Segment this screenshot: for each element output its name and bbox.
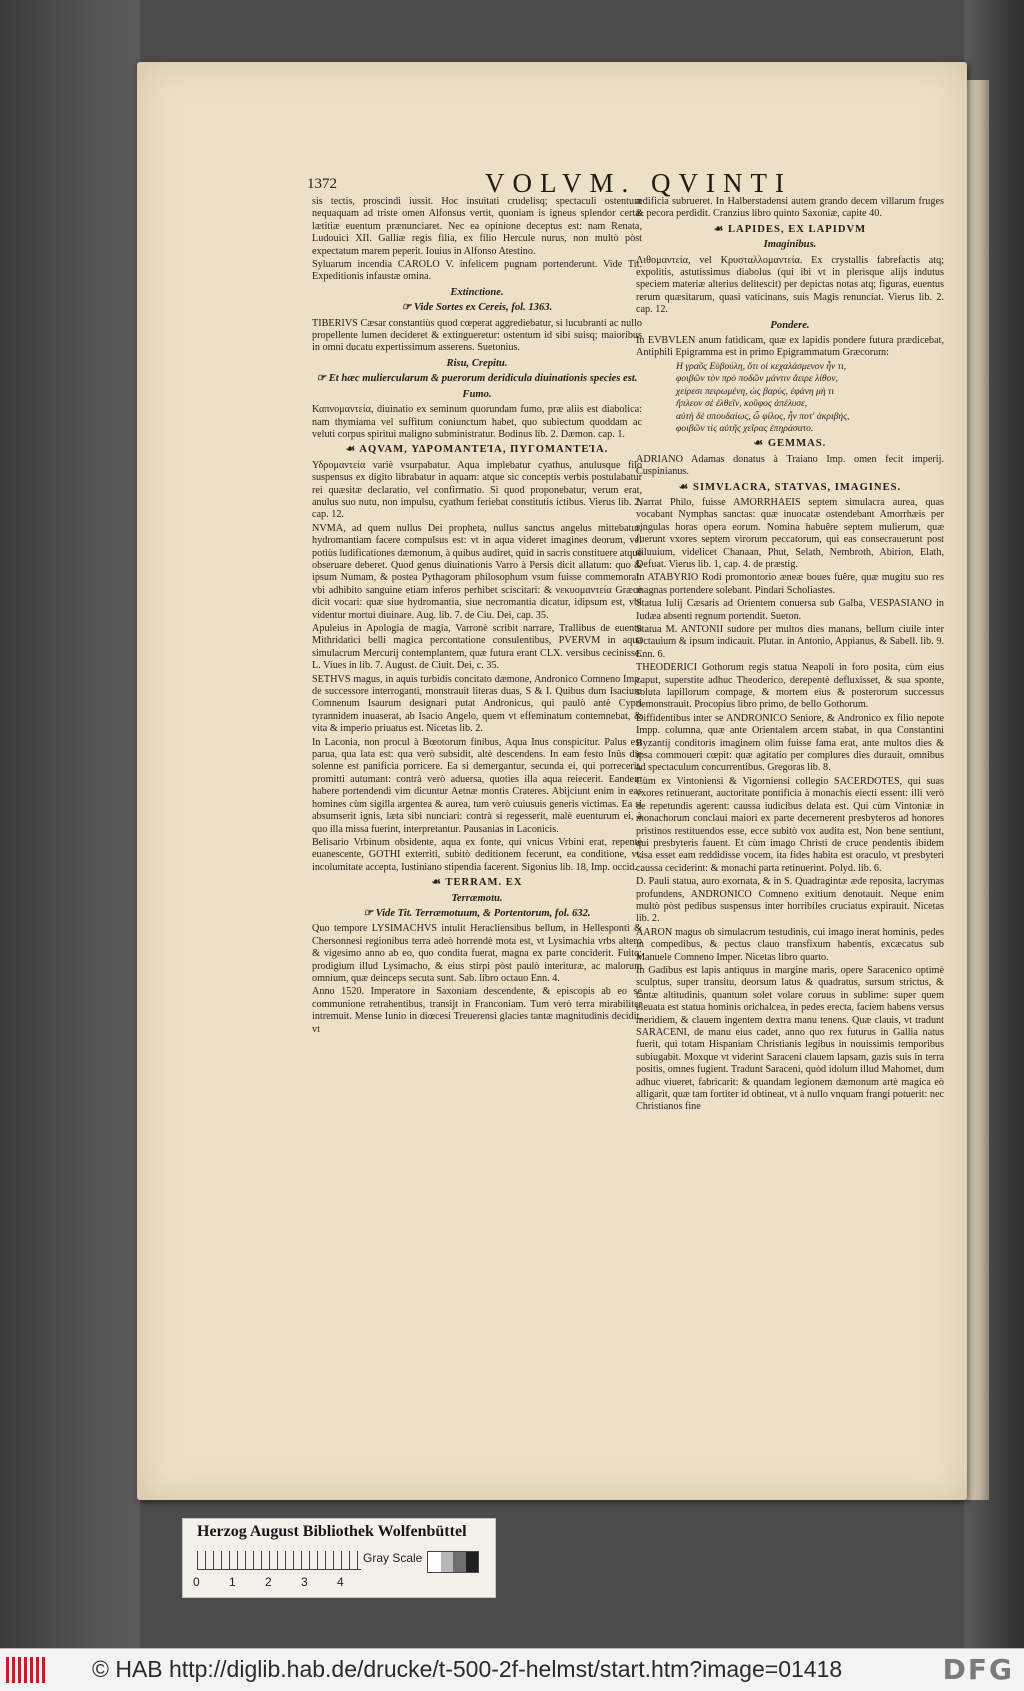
paragraph: THEODERICI Gothorum regis statua Neapoli in foro posita, cùm eius caput, superstite adhuc Theoderico, derepentè defluxisset, & sua sponte, soluta lapillorum compage, & mortem eius & posterorum successus demonstrauit. Procopius libro primo, de bello Gothorum. [636,662,944,711]
section-heading: ☙ GEMMAS. [753,438,827,450]
page-header [175,168,931,198]
library-name: Herzog August Bibliothek Wolfenbüttel [197,1523,467,1540]
section-heading: ☞ Vide Tit. Terræmotuum, & Portentorum, fol. 632. [363,907,591,919]
paragraph: Quo tempore LYSIMACHVS intulit Heracliensibus bellum, in Hellesponti & Chersonnesi regionibus terra adeò horrendè mota est, vt Lysimachia vrbs altero & vigesimo anno ab eo, quo condita fuerat, magna ex parte conciderit. Fuitq; prodigium illud Lysimacho, & eius stirpi pòst paulò interituræ, ac malorum omnium, quæ deinceps secuta sunt. Sab. libro octauo Enn. 4. [312,923,642,984]
paragraph: Statua Iulij Cæsaris ad Orientem conuersa sub Galba, VESPASIANO in Iudæa absenti regnum portendit. Sueton. [636,598,944,622]
paragraph: Apuleius in Apologia de magia, Varronè scribit narrare, Trallibus de euentu Mithridatici belli magica percontatione consulentibus, PVERVM in aqua simulacrum Mercurij contemplantem, quæ futura erant CLX. versibus cecinisse. L. Viues in lib. 7. August. de Ciuit. Dei, c. 35. [312,623,642,672]
paragraph: AARON magus ob simulacrum testudinis, cui imago inerat hominis, pedes in compedibus, & pectus clauo transfixum habentis, excæcatus sub Manuele Comneno Imper. Nicetas libro quarto. [636,926,944,963]
paragraph: Anno 1520. Imperatore in Saxoniam descendente, & episcopis ab eo se communione retrahentibus, transijt in Franconiam. Tum verò terra mirabiliter intremuit. Mense Iunio in diœcesi Treuerensi glacies tantæ magnitudinis decidit, vt [312,986,642,1035]
paragraph: Statua M. ANTONII sudore per multos dies manans, bellum ciuile inter Octauium & ipsum indicauit. Plutar. in Antonio, Appianus, & Sabell. lib. 9. Enn. 6. [636,624,944,660]
source-url[interactable]: © HAB http://diglib.hab.de/drucke/t-500-2f-helmst/start.htm?image=01418 [92,1656,843,1682]
paragraph: sis tectis, proscindi iussit. Hoc insuitati crudelisq; spectaculi ostentum nequaquam ad triste omen Alfonsus vertit, quoniam is igneus splendor certæ lætitiæ euentum prænunciaret. Nec ea opinione deceptus est: nam Renata, Ludouici XII. Galliæ regis filia, ex filio Hercule nurus, non multò pòst expectatum marem peperit. Iouius in Alfonso Atestino. [312,196,642,257]
paragraph: Narrat Philo, fuisse AMORRHAEIS septem simulacra aurea, quas vocabant Nymphas sanctas: quæ inuocatæ ostendebant Amorrhæis per singulas horas opera eorum. Nomina habuêre septem mulierum, quæ fuerunt vxores septem virorum peccatorum, qui eas consecrauerunt post diluuium, videlicet Chanaan, Phut, Selath, Nembroth, Abirion, Elath, Defuat. Vierus lib. 1, cap. 4. de præstig. [636,496,944,570]
paragraph: Syluarum incendia CAROLO V. infelicem pugnam portenderunt. Vide Tit. Expeditionis infaustæ omina. [312,259,642,283]
section-heading: Pondere. [770,319,810,331]
verse-line: φοιβῶν τὶς αὐτῆς χεῖρας ἐπηράσατο. [676,422,814,434]
verse-line: φοιβῶν τὸν πρὸ ποδῶν μάντιν ἄειρε λίθον, [676,373,839,385]
paragraph: In Laconia, non procul à Bœotorum finibus, Aqua Inus conspicitur. Palus est parua, qua lata est: qua verò subsidit, altè descendens. In eam festo Inûs die solenne est panificia porricere. Ea si demergantur, secunda ei, qui porrecerit, promitti autumant: contrà verò aduersa, quoties illa aqua reiecerit. Eandem habere portendendi vim dicuntur Aetnæ montis Crateres. Abijciunt enim in eas homines cùm sigilla argentea & aurea, tum verò cuiusuis generis victimas. Ea si absumserit ignis, læta sibi nunciari: contrà si regesserit, malè euenturum ei, à quo illa missa fuerint, interpretantur. Pausanias in Laconicis. [312,736,642,835]
page-number: 1372 [307,176,337,192]
next-page-edge [965,80,989,1500]
section-heading: Risu, Crepitu. [446,357,508,369]
section-heading: ☙ TERRAM. EX [431,877,523,889]
section-heading: ☙ SIMVLACRA, STATVAS, IMAGINES. [678,481,902,493]
section-heading: ☙ AQVAM, ΥΔΡΟΜΑΝΤΕΊΑ, ΠΥΓΟΜΑΝΤΕΊΑ. [345,444,609,456]
section-heading: ☞ Vide Sortes ex Cereis, fol. 1363. [401,302,553,314]
ruler-number: 0 [193,1575,200,1589]
text-column-right [636,196,944,1115]
library-label-card [182,1518,496,1598]
dfg-logo: DFG [942,1653,1014,1686]
scan-backdrop-left [0,0,140,1648]
paragraph: Λιθομαντεία, vel Κρυσταλλομαντεία. Ex crystallis fabrefactis atq; expolitis, astutissimus diabolus (qui ibi vt in plerisque alijs indutus speciem materiæ alterius delitescit) per depictas notas atq; figuras, euentus rerum quæsitarum, quasi vaticinans, suis Magis renunciat. Vierus lib. 2. cap. 12. [636,254,944,316]
paragraph: Cùm ex Vintoniensi & Vigorniensi collegio SACERDOTES, qui suas vxores retinuerant, auctoritate pontificia à monachis eiecti essent: illi verò de repetundis agerent: caussa iudicibus delata est. Qui cùm Vintoniæ in monachorum conclaui maiori ex parte decernerent presbyteros ad honores pristinos restituendos esse, ecce subitò vox audita est, Non bene sentiunt, qui presbyteris fauent. Et cùm imago Christi de cruce pendentis ibidem visa esset eam reddidisse vocem, ita fides habita est oraculo, vt presbyteri caussa ceciderint: & monachi parta retinuerint. Polyd. lib. 6. [636,775,944,874]
section-heading: ☞ Et hæc muliercularum & puerorum deridicula diuinationis species est. [316,373,638,385]
verse-line: Η γραῦς Εὐβούλη, ὅτι οἱ κεχαλάσμενον ἦν τι, [676,360,847,372]
section-heading: Fumo. [462,388,492,400]
verse-line: αὐτὴ δὲ σπουδαίως, ὦ φίλος, ἦν ποτ' ἀκριβής, [676,410,850,422]
paragraph: SETHVS magus, in aquis turbidis concitato dæmone, Andronico Comneno Imp. de successore interroganti, monstrauit literas duas, S & I. Quibus dum Isacium Comnenum Isaurum designari putat Andronicus, qui paulò antè Cypri tyrannidem inuaserat, ab Isacio Angelo, quem vt effeminatum contemnebat, & vita & imperio priuatus est. Nicetas lib. 2. [312,673,642,735]
section-heading: Imaginibus. [763,239,817,251]
ruler-number: 1 [229,1575,236,1589]
gray-swatch [441,1552,454,1572]
paragraph: ædificia subrueret. In Halberstadensi autem grando decem villarum fruges & pecora perdidit. Cranzius libro quinto Saxoniæ, capite 40. [636,196,944,220]
paragraph: Υδρομαντεία variè vsurpabatur. Aqua implebatur cyathus, anulusque filo suspensus ex digito librabatur in aquam: atque sic conceptis verbis postulabatur rei quæsitæ declaratio, vel confirmatio. Si quod proponebatur, verum erat, anulus suo nutu, non impulsu, cyathum feriebat constitutis ictibus. Vierus lib. 2. cap. 12. [312,459,642,521]
running-title: VOLVM. QVINTI [485,168,792,198]
text-column-left [312,196,642,1037]
paragraph: In EVBVLEN anum fatidicam, quæ ex lapidis pondere futura prædicebat, Antiphili Epigramma est in primo Epigrammatum Græcorum: [636,335,944,359]
paragraph: In Gadibus est lapis antiquus in margine maris, opere Saracenico optimè sculptus, super transitu, deorsum latus & quadratus, sursum strictus, & tantæ altitudinis, quantum solet volare coruus in sublime: super quem eleuata est statua hominis orichalcea, in pedes erecta, faciem habens versus meridiem, & clauem ingentem dextra manu tenens. Quæ clauis, vt tradunt SARACENI, de manu eius cadet, anno quo rex futurus in Gallia natus fuerit, qui totam Hispaniam Christianis legibus in nouissimis temporibus subiugabit. Moxque vt viderint Saraceni clauem lapsam, gazis suis in terra positis, omnes fugient. Tradunt Saraceni, quòd idolum illud Mahomet, dum adhuc viueret, fabricarit: & quandam legionem dæmonum artè magica eò alligarit, quæ tam fortiter id obtineat, vt à nullo vnquam frangi potuerit: nec Christianos fine [636,964,944,1113]
paragraph: Belisario Vrbinum obsidente, aqua ex fonte, qui vnicus Vrbini erat, repentè euanescente, GOTHI exterriti, subitò deditionem fecerunt, ea conditione, vt, incolumitate accepta, Iustiniano stipendia facerent. Sigonius lib. 18, Imp. occid. [312,836,642,873]
section-heading: Extinctione. [450,286,504,298]
ruler-number: 4 [337,1575,344,1589]
hab-logo-icon [6,1657,46,1683]
scale-ruler [197,1551,361,1570]
gray-swatch [466,1552,479,1572]
section-heading: ☙ LAPIDES, EX LAPIDVM [713,223,867,235]
paragraph: Καπνομαντεία, diuinatio ex seminum quorundam fumo, præ aliis est diabolica: nam thymiama vel suffitum coniunctum habet, quo subiectum quoddam ac veluti corpus spiritui maligno subministratur. Bodinus lib. 2. Dæmon. cap. 1. [312,404,642,440]
viewer-footer [0,1648,1024,1691]
paragraph: TIBERIVS Cæsar constantiùs quod cœperat aggrediebatur, si lucubranti ac nullo propellente lumen decideret & extingueretur: ostentum id sibi suisq; maioribus in omni ducatu expertissimum asserens. Suetonius. [312,317,642,354]
paragraph: D. Pauli statua, auro exornata, & in S. Quadragintæ æde reposita, lacrymas profundens, ANDRONICO Comneno exitium denotauit. Neque enim multò pòst pedibus suspensus inter horribiles cruciatus expirauit. Nicetas lib. 2. [636,876,944,925]
verse-line: χείρεσι πειρωμένη, ὡς βαρύς, ἐφάνη μὴ τι [676,385,835,397]
gray-scale-label: Gray Scale [363,1551,423,1565]
gray-swatch [453,1552,466,1572]
paragraph: Diffidentibus inter se ANDRONICO Seniore, & Andronico ex filio nepote Impp. columna, quæ ante Orientalem arcem stabat, in qua Constantini Byzantij conditoris imaginem olim fuisse fama erat, ante multos dies & ipsa commoueri cœpit: quæ agitatio per complures dies durauit, omnibus ad spectaculum concurrentibus. Gregoras lib. 8. [636,712,944,774]
gray-swatch [428,1552,441,1572]
paragraph: ADRIANO Adamas donatus à Traiano Imp. omen fecit imperij. Cuspinianus. [636,453,944,478]
ruler-number: 2 [265,1575,272,1589]
section-heading: Terræmotu. [451,892,503,904]
ruler-number: 3 [301,1575,308,1589]
gray-scale-swatches [427,1551,479,1573]
verse-line: ἤπλεον σὲ ἐλθεῖν, κοῦφος ἀπέλυσε, [676,398,808,410]
paragraph: NVMA, ad quem nullus Dei propheta, nullus sanctus angelus mittebatur, hydromantiam facere compulsus est: vt in aqua videret imagines deorum, vel potiùs ludificationes dæmonum, à quibus audiret, quid in sacris constituere atque obseruare deberet. Quod genus diuinationis Varro à Persis dicit allatum: quo & ipsum Numam, & postea Pythagoram philosophum vsum fuisse commemorat: vbi adhibito sanguine etiam inferos perhibet sciscitari: & νεκυομαντεία Græcè dicit vocari: quæ siue hydromantia, siue necromantia dicatur, idipsum est, vbi videntur mortui diuinare. Aug. lib. 7. de Ciu. Dei, cap. 35. [312,522,642,621]
paragraph: In ATABYRIO Rodi promontorio æneæ boues fuêre, quæ mugitu suo res magnas portendere solebant. Pindari Scholiastes. [636,572,944,596]
